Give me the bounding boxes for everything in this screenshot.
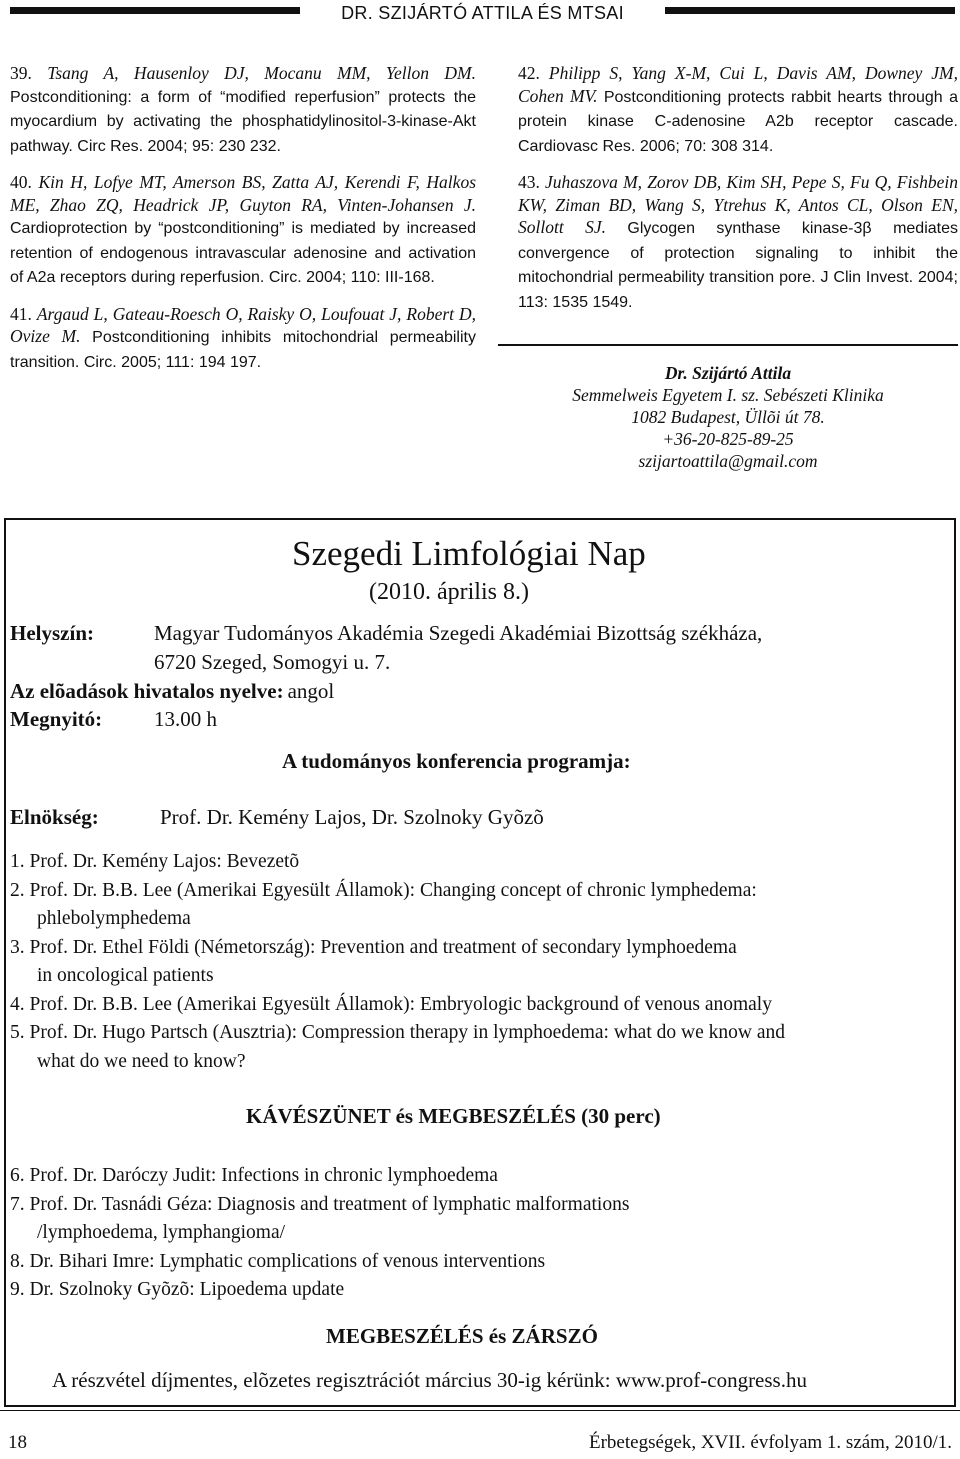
opening-label: Megnyitó: xyxy=(10,707,103,731)
language-label: Az elõadások hivatalos nyelve: xyxy=(10,679,284,703)
program-item: 6. Prof. Dr. Daróczy Judit: Infections in chronic lymphoedema xyxy=(10,1165,498,1186)
journal-citation: Érbetegségek, XVII. évfolyam 1. szám, 2010/1. xyxy=(588,1432,952,1453)
author-email: szijartoattila@gmail.com xyxy=(638,451,818,471)
venue-line-2: 6720 Szeged, Somogyi u. 7. xyxy=(154,650,391,674)
reference-42: 42. Philipp S, Yang X-M, Cui L, Davis AM, Downey JM, Cohen MV. Postconditioning protects rabbit hearts through a protein kinase C-adenosine A2b receptor cascade. Cardiovasc Res. 2006; 70: 308 314. xyxy=(518,63,959,155)
running-header xyxy=(0,0,960,30)
reference-title: Postconditioning: a form of “modified reperfusion” protects the myocardium by activating the phosphatidylinositol-3-kinase-Akt pathway. Circ Res. 2004; 95: 230 232. xyxy=(10,88,476,155)
reference-39: 39. Tsang A, Hausenloy DJ, Mocanu MM, Yellon DM. Postconditioning: a form of “modified reperfusion” protects the myocardium by activating the phosphatidylinositol-3-kinase-Akt pathway. Circ Res. 2004; 95: 230 232. xyxy=(10,63,476,155)
chair-label: Elnökség: xyxy=(10,805,99,829)
opening-value: 13.00 h xyxy=(154,707,217,731)
closing-heading: MEGBESZÉLÉS és ZÁRSZÓ xyxy=(326,1324,598,1348)
event-date: (2010. április 8.) xyxy=(369,579,529,605)
reference-title: Glycogen synthase kinase-3β mediates convergence of protection signaling to inhibit the mitochondrial permeability transition pore. J Clin Invest. 2004; 113: 1535 1549. xyxy=(518,220,958,311)
program-heading: A tudományos konferencia programja: xyxy=(282,749,631,773)
program-item: 9. Dr. Szolnoky Gyõzõ: Lipoedema update xyxy=(10,1279,345,1300)
reference-authors: Kin H, Lofye MT, Amerson BS, Zatta AJ, Kerendi F, Halkos ME, Zhao ZQ, Headrick JP, Guyton RA, Vinten-Johansen J. xyxy=(10,172,477,215)
author-address: 1082 Budapest, Üllõi út 78. xyxy=(631,407,825,427)
header-rule-right xyxy=(665,7,955,14)
event-announcement-box xyxy=(4,518,956,1407)
footer-rule xyxy=(0,1410,960,1411)
page-number: 18 xyxy=(8,1432,27,1453)
program-item: 4. Prof. Dr. B.B. Lee (Amerikai Egyesült Államok): Embryologic background of venous anomaly xyxy=(10,993,772,1015)
venue-line-1: Magyar Tudományos Akadémia Szegedi Akadémiai Bizottság székháza, xyxy=(154,621,763,645)
reference-title: Postconditioning inhibits mitochondrial permeability transition. Circ. 2005; 111: 194 197. xyxy=(10,329,476,371)
author-affiliation: Semmelweis Egyetem I. sz. Sebészeti Klinika xyxy=(572,385,884,405)
program-item: 2. Prof. Dr. B.B. Lee (Amerikai Egyesült Államok): Changing concept of chronic lymphedema: phlebolymphedema xyxy=(10,879,757,929)
program-list-part-1 xyxy=(10,848,950,1076)
venue-label: Helyszín: xyxy=(10,621,94,645)
reference-title: Cardioprotection by “postconditioning” is mediated by increased retention of endogenous intravascular adenosine and activation of A2a receptors during reperfusion. Circ. 2004; 110: III-168. xyxy=(10,220,476,286)
program-item: 3. Prof. Dr. Ethel Földi (Németország): Prevention and treatment of secondary lymphoedema in oncological patients xyxy=(10,936,737,986)
header-title: DR. SZIJÁRTÓ ATTILA ÉS MTSAI xyxy=(341,3,624,23)
reference-authors: Tsang A, Hausenloy DJ, Mocanu MM, Yellon DM. xyxy=(47,63,476,83)
program-item: 8. Dr. Bihari Imre: Lymphatic complications of venous interventions xyxy=(10,1250,546,1272)
registration-note: A részvétel díjmentes, elõzetes regisztrációt március 30-ig kérünk: www.prof-congress.hu xyxy=(52,1368,807,1392)
program-item: 1. Prof. Dr. Kemény Lajos: Bevezetõ xyxy=(10,851,300,872)
references-left-column xyxy=(10,62,476,387)
reference-title: Postconditioning protects rabbit hearts through a protein kinase C-adenosine A2b receptor cascade. Cardiovasc Res. 2006; 70: 308 314. xyxy=(518,88,959,155)
reference-43: 43. Juhaszova M, Zorov DB, Kim SH, Pepe S, Fu Q, Fishbein KW, Ziman BD, Wang S, Ytrehus K, Antos CL, Olson EN, Sollott SJ. Glycogen synthase kinase-3β mediates convergence of protection signaling to inhibit the mitochondrial permeability transition pore. J Clin Invest. 2004; 113: 1535 1549. xyxy=(518,172,959,311)
program-item: 5. Prof. Dr. Hugo Partsch (Ausztria): Compression therapy in lymphoedema: what do we know and what do we need to know? xyxy=(10,1022,785,1072)
author-signature xyxy=(498,362,958,472)
program-item: 7. Prof. Dr. Tasnádi Géza: Diagnosis and treatment of lymphatic malformations /lymphoedema, lymphangioma/ xyxy=(10,1193,630,1243)
event-title: Szegedi Limfológiai Nap xyxy=(292,534,646,573)
author-phone: +36-20-825-89-25 xyxy=(662,429,794,449)
header-rule-left xyxy=(10,7,300,14)
reference-authors: Juhaszova M, Zorov DB, Kim SH, Pepe S, Fu Q, Fishbein KW, Ziman BD, Wang S, Ytrehus K, Antos CL, Olson EN, Sollott SJ. xyxy=(518,172,959,237)
reference-40: 40. Kin H, Lofye MT, Amerson BS, Zatta AJ, Kerendi F, Halkos ME, Zhao ZQ, Headrick JP, Guyton RA, Vinten-Johansen J. Cardioprotection by “postconditioning” is mediated by increased retention of endogenous intravascular adenosine and activation of A2a receptors during reperfusion. Circ. 2004; 110: III-168. xyxy=(10,172,477,286)
coffee-break-heading: KÁVÉSZÜNET és MEGBESZÉLÉS (30 perc) xyxy=(246,1104,661,1128)
language-row xyxy=(10,679,334,704)
signature-divider xyxy=(498,344,958,346)
language-value: angol xyxy=(287,679,335,703)
author-name: Dr. Szijártó Attila xyxy=(664,363,792,383)
reference-41: 41. Argaud L, Gateau-Roesch O, Raisky O, Loufouat J, Robert D, Ovize M. Postconditioning inhibits mitochondrial permeability transition. Circ. 2005; 111: 194 197. xyxy=(10,303,476,371)
program-list-part-2 xyxy=(10,1162,950,1305)
reference-authors: Philipp S, Yang X-M, Cui L, Davis AM, Downey JM, Cohen MV. xyxy=(518,63,959,106)
references-right-column xyxy=(518,62,958,327)
reference-authors: Argaud L, Gateau-Roesch O, Raisky O, Loufouat J, Robert D, Ovize M. xyxy=(10,303,476,346)
chair-value: Prof. Dr. Kemény Lajos, Dr. Szolnoky Gyõzõ xyxy=(160,805,544,829)
